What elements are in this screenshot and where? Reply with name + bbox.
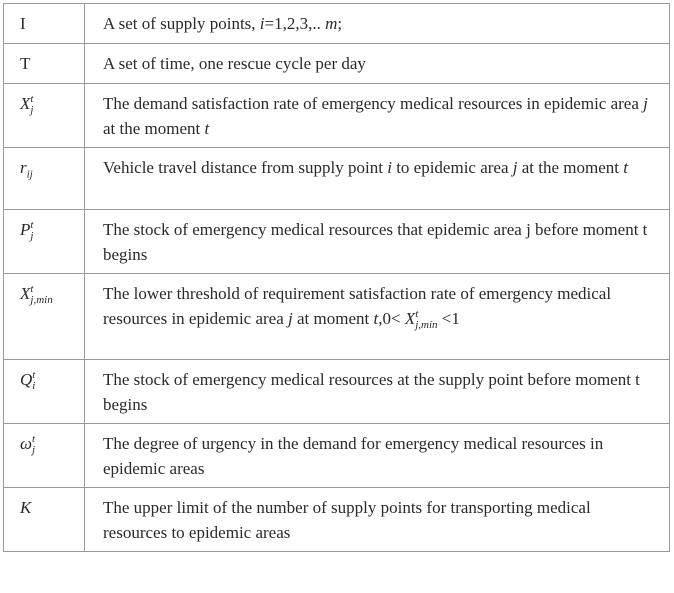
description-cell — [85, 44, 670, 84]
symbol-base: X — [20, 284, 31, 303]
symbol-base: X — [404, 309, 416, 328]
description-text: t — [623, 158, 628, 177]
table-row — [4, 274, 670, 360]
description-text: Vehicle travel distance from supply point — [103, 158, 388, 177]
symbol-scripts — [32, 370, 35, 392]
symbol-base: Q — [20, 370, 33, 389]
description-text: j — [643, 94, 648, 113]
description-cell — [85, 148, 670, 210]
symbol-cell — [4, 274, 85, 360]
table-row — [4, 210, 670, 274]
description-text: i — [387, 158, 392, 177]
symbol-superscript: t — [30, 93, 34, 105]
description-text: A set of supply points, — [103, 14, 260, 33]
description-text: at the moment — [517, 158, 624, 177]
notation-table-container — [3, 3, 670, 552]
symbol-scripts — [30, 94, 33, 116]
symbol-superscript: t — [30, 283, 34, 295]
symbol-scripts — [415, 309, 437, 331]
symbol-subscript: j — [30, 230, 34, 242]
description-text: m — [325, 14, 338, 33]
description-text: t — [373, 309, 379, 328]
description-text: to epidemic area — [391, 158, 513, 177]
notation-table — [3, 3, 670, 552]
table-row — [4, 488, 670, 552]
description-text: The stock of emergency medical resources that epidemic area j before moment t begins — [103, 220, 648, 264]
description-text: ,0< — [378, 309, 405, 328]
math-symbol — [20, 498, 31, 517]
math-symbol — [20, 283, 53, 306]
table-row — [4, 84, 670, 148]
symbol-superscript: t — [30, 219, 34, 231]
notation-table-body — [4, 4, 670, 552]
symbol-subscript: j,min — [30, 294, 53, 306]
symbol-base: X — [20, 94, 31, 113]
description-cell — [85, 488, 670, 552]
symbol-base: T — [20, 54, 31, 73]
symbol-subscript: j,min — [415, 319, 438, 331]
description-text: The stock of emergency medical resources at the supply point before moment t begins — [103, 370, 640, 414]
symbol-superscript: t — [415, 308, 419, 320]
math-symbol — [20, 93, 34, 116]
symbol-base: K — [20, 498, 32, 517]
description-text: at the moment — [103, 119, 205, 138]
symbol-subscript: ij — [26, 168, 33, 181]
math-symbol — [20, 369, 36, 392]
description-text: ; — [337, 14, 343, 33]
symbol-scripts — [30, 220, 33, 242]
table-row — [4, 44, 670, 84]
description-text: A set of time, one rescue cycle per day — [103, 54, 366, 73]
description-cell — [85, 424, 670, 488]
description-cell — [85, 4, 670, 44]
symbol-cell — [4, 488, 85, 552]
description-text: j — [288, 309, 293, 328]
symbol-cell — [4, 44, 85, 84]
description-text: The degree of urgency in the demand for emergency medical resources in epidemic areas — [103, 434, 604, 478]
symbol-subscript: i — [32, 380, 36, 392]
description-text: j — [512, 158, 518, 177]
description-text: The demand satisfaction rate of emergency medical resources in epidemic area — [103, 94, 644, 113]
math-symbol — [20, 14, 26, 33]
symbol-subscript: j — [30, 104, 34, 116]
symbol-base: P — [20, 220, 31, 239]
table-row — [4, 148, 670, 210]
symbol-superscript: t — [32, 433, 36, 445]
table-row — [4, 4, 670, 44]
description-text: i — [259, 14, 265, 33]
symbol-subscript: j — [32, 444, 36, 456]
symbol-superscript: t — [32, 369, 36, 381]
symbol-cell — [4, 424, 85, 488]
description-cell — [85, 360, 670, 424]
table-row — [4, 360, 670, 424]
symbol-cell — [4, 84, 85, 148]
description-cell — [85, 274, 670, 360]
description-text: <1 — [437, 309, 460, 328]
description-text: t — [204, 119, 210, 138]
math-symbol — [20, 158, 33, 181]
math-symbol — [404, 308, 438, 331]
symbol-cell — [4, 4, 85, 44]
math-symbol — [20, 219, 34, 242]
symbol-scripts — [30, 284, 52, 306]
description-text: The lower threshold of requirement satisfaction rate of emergency medical resources in epidemic area — [103, 284, 612, 328]
description-text: at moment — [292, 309, 374, 328]
symbol-cell — [4, 148, 85, 210]
symbol-cell — [4, 210, 85, 274]
table-row — [4, 424, 670, 488]
description-text: =1,2,3,.. — [264, 14, 326, 33]
symbol-base: r — [20, 158, 27, 177]
symbol-base: ω — [20, 434, 33, 453]
description-cell — [85, 210, 670, 274]
description-cell — [85, 84, 670, 148]
math-symbol — [20, 54, 30, 73]
symbol-scripts — [32, 434, 35, 456]
math-symbol — [20, 433, 36, 456]
symbol-cell — [4, 360, 85, 424]
description-text: The upper limit of the number of supply points for transporting medical resources to epidemic areas — [103, 498, 591, 542]
symbol-base: I — [20, 14, 26, 33]
